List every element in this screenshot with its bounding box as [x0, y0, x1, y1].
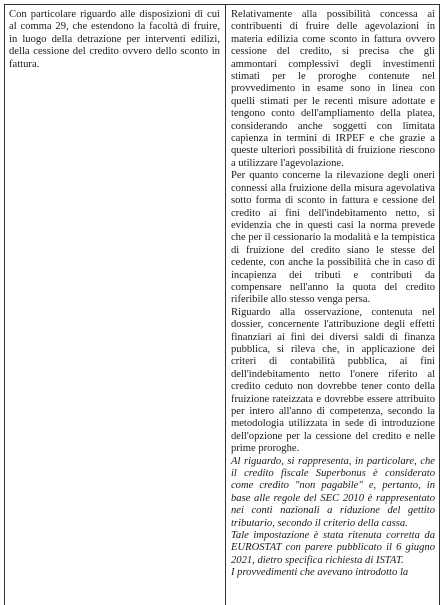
- left-column: [5, 5, 226, 605]
- left-paragraph-1: Con particolare riguardo alle disposizioni di cui al comma 29, che estendono la facoltà di fruire, in luogo della detrazione per interventi edilizi, della cessione del credito ovvero dello sconto in fattura.: [9, 9, 220, 70]
- right-italic-paragraph-2: Tale impostazione è stata ritenuta corretta da EUROSTAT con parere pubblicato il 6 giugno 2021, dietro specifica richiesta di ISTAT.: [230, 530, 435, 566]
- document-table: [5, 5, 439, 605]
- right-column: [226, 5, 439, 605]
- right-paragraph-3: Riguardo alla osservazione, contenuta nel dossier, concernente l'attribuzione degli effetti finanziari ai fini dei diversi saldi di finanza pubblica, si rileva che, in applicazione dei criteri di contabilità pubblica, ai fini dell'indebitamento netto l'onere riferito al credito ceduto non dovrebbe tener conto della fruizione rateizzata e dovrebbe essere attribuito per intero all'anno di competenza, secondo la metodologia utilizzata in sede di introduzione dell'opzione per la cessione del credito e nelle prime proroghe.: [230, 306, 435, 455]
- right-italic-paragraph-1: Al riguardo, si rappresenta, in particolare, che il credito fiscale Superbonus è considerato come credito "non pagabile" e, pertanto, in base alle regole del SEC 2010 è rappresentato nei conti nazionali a riduzione del gettito tributario, secondo il criterio della cassa.: [230, 455, 435, 529]
- right-paragraph-2: Per quanto concerne la rilevazione degli oneri connessi alla fruizione della misura agevolativa sotto forma di sconto in fattura e cessione del credito ai fini dell'indebitamento netto, si evidenzia che in questi casi la norma prevede che per il cessionario la modalità e la tempistica di fruizione del credito siano le stesse del cedente, con anche la possibilità che in caso di incapienza dei tributi e contributi da compensare nell'anno la quota del credito riferibile allo stesso venga persa.: [230, 170, 435, 306]
- document-page: [4, 4, 440, 605]
- right-paragraph-1: Relativamente alla possibilità concessa ai contribuenti di fruire delle agevolazioni in materia edilizia come sconto in fattura ovvero cessione del credito, si precisa che gli ammontari complessivi degli investimenti stimati per le proroghe contenute nel provvedimento in esame sono in linea con quelli stimati per le recenti misure adottate e tengono conto dell'ampliamento della platea, considerando anche soggetti con limitata capienza in termini di IRPEF e che grazie a queste ulteriori possibilità di fruizione riescono a utilizzare l'agevolazione.: [230, 9, 435, 169]
- right-italic-paragraph-3: I provvedimenti che avevano introdotto la: [230, 567, 409, 579]
